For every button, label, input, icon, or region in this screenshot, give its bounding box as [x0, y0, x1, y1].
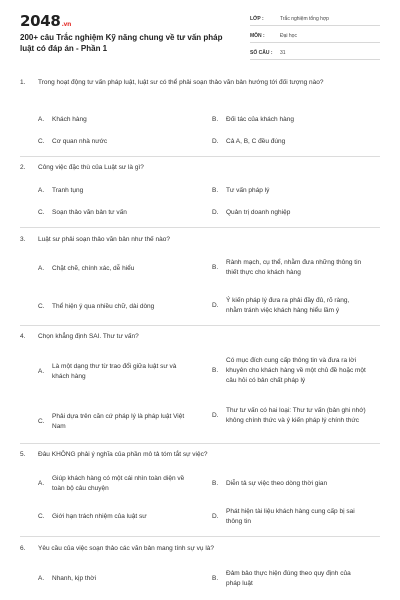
question-2 — [20, 163, 380, 174]
question-1 — [20, 78, 380, 89]
question-number: 4. — [20, 333, 26, 340]
meta-label: SỐ CÂU : — [250, 49, 273, 56]
question-body: Yêu cầu của việc soạn thảo các văn bản mang tính sự vụ là? — [38, 545, 214, 552]
question-4 — [20, 332, 380, 343]
option-c[interactable]: C. Phải dựa trên căn cứ pháp lý là pháp luật Việt Nam — [38, 413, 185, 430]
option-a[interactable]: A. Là một dạng thư từ trao đổi giữa luật sư và khách hàng — [38, 363, 177, 380]
question-number: 1. — [20, 79, 26, 86]
option-b[interactable]: B. Rành mạch, cụ thể, nhằm đưa những thông tin thiết thực cho khách hàng — [212, 259, 362, 276]
option-d[interactable]: D. Phát hiện tài liệu khách hàng cung cấp bị sai thông tin — [212, 508, 355, 525]
meta-row-count — [250, 46, 380, 60]
question-divider — [20, 536, 380, 537]
option-c[interactable]: C. Thể hiện ý qua nhiều chữ, dài dòng — [38, 303, 155, 310]
question-text — [20, 544, 380, 555]
question-text — [20, 235, 380, 246]
option-b[interactable]: B. Có mục đích cung cấp thông tin và đưa ra lời khuyên cho khách hàng về một chủ đề hoặc một câu hỏi có bản chất pháp lý — [212, 357, 366, 384]
question-body: Chọn khẳng định SAI. Thư tư vấn? — [38, 333, 139, 340]
option-d[interactable]: D. Cả A, B, C đều đúng — [212, 138, 286, 145]
option-b[interactable]: B. Diễn tả sự việc theo dòng thời gian — [212, 480, 328, 487]
option-c[interactable]: C. Soạn thảo văn bản tư vấn — [38, 209, 127, 216]
question-text — [20, 332, 380, 343]
question-body: Công việc đặc thù của Luật sư là gì? — [38, 164, 144, 171]
question-number: 5. — [20, 451, 26, 458]
document-title: 200+ câu Trắc nghiệm Kỹ năng chung về tư vấn pháp luật có đáp án - Phần 1 — [20, 33, 223, 53]
question-body: Đâu KHÔNG phải ý nghĩa của phần mô tả tóm tắt sự việc? — [38, 451, 208, 458]
option-d[interactable]: D. Ý kiến pháp lý đưa ra phải đầy đủ, rõ ràng, nhằm tránh việc khách hàng hiểu lầm ý — [212, 297, 350, 314]
question-number: 3. — [20, 236, 26, 243]
question-3 — [20, 235, 380, 246]
option-a[interactable]: A. Nhanh, kịp thời — [38, 575, 97, 582]
option-c[interactable]: C. Cơ quan nhà nước — [38, 138, 108, 145]
question-text — [20, 163, 380, 174]
question-divider — [20, 443, 380, 444]
question-6 — [20, 544, 380, 555]
option-b[interactable]: B. Đối tác của khách hàng — [212, 116, 294, 123]
option-d[interactable]: D. Quản trị doanh nghiệp — [212, 209, 291, 216]
option-a[interactable]: A. Chặt chẽ, chính xác, dễ hiểu — [38, 265, 135, 272]
option-b[interactable]: B. Đảm bảo thực hiện đúng theo quy định của pháp luật — [212, 570, 351, 587]
question-number: 6. — [20, 545, 26, 552]
question-body: Trong hoạt động tư vấn pháp luật, luật sư có thể phải soạn thảo văn bản hướng tới đối tượng nào? — [38, 79, 324, 86]
meta-label: MÔN : — [250, 32, 265, 39]
option-b[interactable]: B. Tư vấn pháp lý — [212, 187, 270, 194]
meta-row-subject — [250, 29, 380, 43]
meta-value: Đại học — [280, 32, 297, 39]
option-d[interactable]: D. Thư tư vấn có hai loại: Thư tư vấn (bản ghi nhớ) không chính thức và ý kiến pháp lý chính thức — [212, 407, 366, 424]
meta-value: Trắc nghiệm tổng hợp — [280, 15, 329, 22]
question-text — [20, 450, 380, 461]
option-c[interactable]: C. Giới hạn trách nhiệm của luật sư — [38, 513, 147, 520]
site-logo[interactable]: 2048.vn — [20, 12, 72, 30]
option-a[interactable]: A. Tranh tụng — [38, 187, 84, 194]
document-header — [0, 0, 400, 66]
meta-label: LỚP : — [250, 15, 264, 22]
question-body: Luật sư phải soạn thảo văn bản như thế nào? — [38, 236, 170, 243]
question-divider — [20, 227, 380, 228]
question-number: 2. — [20, 164, 26, 171]
meta-row-class — [250, 12, 380, 26]
question-divider — [20, 325, 380, 326]
option-a[interactable]: A. Giúp khách hàng có một cái nhìn toàn diện về toàn bộ câu chuyện — [38, 475, 185, 492]
document-meta — [250, 12, 380, 63]
question-5 — [20, 450, 380, 461]
meta-value: 31 — [280, 49, 286, 56]
question-text — [20, 78, 380, 89]
question-divider — [20, 156, 380, 157]
option-a[interactable]: A. Khách hàng — [38, 116, 87, 123]
